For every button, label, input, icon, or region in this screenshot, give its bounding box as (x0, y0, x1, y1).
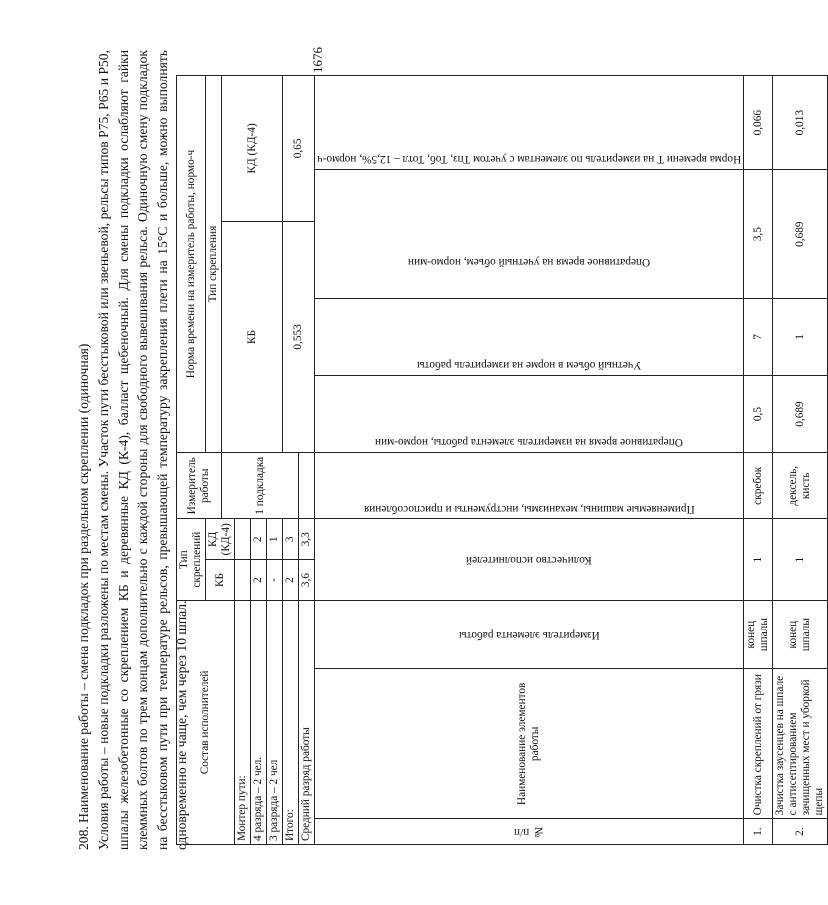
row-number: 2. (773, 819, 828, 845)
norm-element: 0,066 (744, 76, 773, 170)
norm-kb-label: КБ (222, 221, 283, 452)
fastening-type-header: Тип скрепления (206, 76, 222, 453)
element-measure: конец шпалы (744, 600, 773, 669)
quantity: 1 (744, 519, 773, 600)
crew-row: 4 разряда – 2 чел. (251, 600, 267, 844)
crew-kb: 2 (283, 560, 299, 601)
op-time-header: Оперативное время на измеритель элемента работы, нормо-мин (315, 375, 744, 452)
norm-kb-value: 0,553 (283, 221, 315, 452)
crew-kd: 3 (283, 519, 299, 560)
norm-table (176, 75, 828, 845)
element-measure: конец шпалы (773, 600, 828, 669)
work-conditions: Условия работы – новые подкладки разложены по местам смены. Участок пути бесстыковой или звеньевой, рельсы типов Р75, Р65 и Р50, шпалы железобетонные со скреплением КБ и деревянные КД (К-4), балласт щебеночный. Для смены подкладки ослабляют гайки клеммных болтов по трем концам дополнительно с каждой стороны для свободного вывешивания рельса. Одиночную смену подкладок на бесстыковом пути при температуре рельсов, превышающей температуру закрепления плети на 15°С и больше, можно выполнять одновременно не чаще, чем через 10 шпал. (96, 50, 189, 850)
norm-element: 0,013 (773, 76, 828, 170)
op-time-volume-header: Оперативное время на учетный объем, нормо-мин (315, 170, 744, 298)
crew-row: 3 разряда – 2 чел (267, 600, 283, 844)
quantity-header: Количество исполнителей (315, 519, 744, 600)
op-time: 0,689 (773, 375, 828, 452)
no-header: № п/п (315, 819, 744, 845)
kd-header: КД (КД-4) (206, 519, 235, 560)
crew-kd: 2 (251, 519, 267, 560)
element-name-header: Наименование элементов работы (315, 669, 744, 819)
crew-header: Состав исполнителей (177, 600, 235, 844)
element-name: Зачистка заусенцев на шпале с антисептированием зачищенных мест и уборкой щепы (773, 669, 828, 819)
op-time-volume: 0,689 (773, 170, 828, 298)
work-title: 208. Наименование работы – смена подкладок при раздельном скреплении (одиночная) (76, 343, 91, 850)
op-time-volume: 3,5 (744, 170, 773, 298)
quantity: 1 (773, 519, 828, 600)
measure-work-value: 1 подкладка (222, 453, 299, 519)
norm-element-header: Норма времени Т на измеритель по элементам с учетом Тпз, Тоб, Тотл – 12,5%, нормо-ч (315, 76, 744, 170)
count-volume-header: Учетный объем в норме на измеритель работы (315, 298, 744, 375)
kb-header: КБ (206, 560, 235, 601)
crew-kd: 3,3 (299, 519, 315, 560)
norm-kd-value: 0,65 (283, 76, 315, 222)
element-name: Очистка скреплений от грязи (744, 669, 773, 819)
crew-kb: 2 (251, 560, 267, 601)
measure-work-header: Измеритель работы (177, 453, 222, 519)
crew-kb: - (267, 560, 283, 601)
page-number: 1676 (310, 47, 325, 73)
op-time: 0,5 (744, 375, 773, 452)
fitter-label: Монтер пути: (235, 600, 251, 844)
crew-kd: 1 (267, 519, 283, 560)
norm-kd-label: КД (КД-4) (222, 76, 283, 222)
crew-kb: 3,6 (299, 560, 315, 601)
crew-row: Итого: (283, 600, 299, 844)
row-number: 1. (744, 819, 773, 845)
norm-time-header: Норма времени на измеритель работы, нормо-ч (177, 76, 206, 453)
tools-header: Применяемые машины, механизмы, инструменты и приспособления (315, 453, 744, 519)
count-volume: 7 (744, 298, 773, 375)
count-volume: 1 (773, 298, 828, 375)
fastening-header: Тип скреплений (177, 519, 206, 600)
crew-row: Средний разряд работы (299, 600, 315, 844)
rotated-page-content (70, 50, 826, 850)
tool: скребок (744, 453, 773, 519)
tool: дексель, кисть (773, 453, 828, 519)
element-measure-header: Измеритель элемента работы (315, 600, 744, 669)
